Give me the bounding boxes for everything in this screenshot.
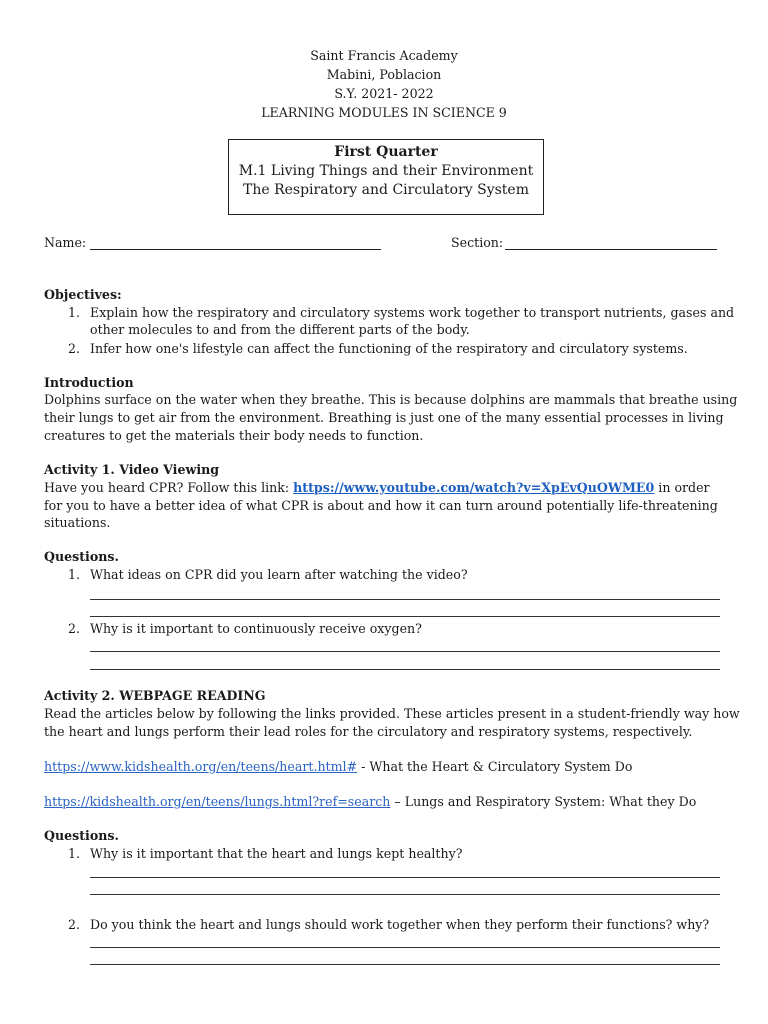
quarter-label: First Quarter bbox=[334, 144, 438, 160]
answer-line[interactable] bbox=[90, 669, 720, 670]
question-text: Do you think the heart and lungs should work together when they perform their functions? why? bbox=[90, 917, 710, 932]
answer-line[interactable] bbox=[90, 894, 720, 895]
activity2-text: the heart and lungs perform their lead roles for the circulatory and respiratory systems, respectively. bbox=[44, 724, 693, 739]
introduction-line: Dolphins surface on the water when they breathe. This is because dolphins are mammals that breathe using bbox=[44, 392, 738, 407]
question-text: Why is it important that the heart and lungs kept healthy? bbox=[90, 846, 463, 861]
lungs-article-description: – Lungs and Respiratory System: What they Do bbox=[390, 794, 697, 809]
youtube-link[interactable]: https://www.youtube.com/watch?v=XpEvQuOWME0 bbox=[293, 480, 655, 495]
question-text: Why is it important to continuously receive oxygen? bbox=[90, 621, 422, 636]
question-number: 1. bbox=[68, 846, 81, 861]
objective-number: 1. bbox=[68, 305, 81, 320]
name-field[interactable] bbox=[90, 249, 381, 250]
school-address: Mabini, Poblacion bbox=[326, 67, 442, 82]
activity2-text: Read the articles below by following the links provided. These articles present in a student-friendly way how bbox=[44, 706, 740, 721]
activity1-heading: Activity 1. Video Viewing bbox=[44, 462, 220, 477]
module-name: M.1 Living Things and their Environment bbox=[238, 163, 534, 179]
activity1-text: for you to have a better idea of what CPR is about and how it can turn around potentially life-threatening bbox=[44, 498, 718, 513]
activity1-instructions bbox=[44, 480, 710, 495]
activity1-text: Have you heard CPR? Follow this link: bbox=[44, 480, 294, 495]
activity2-heading: Activity 2. WEBPAGE READING bbox=[44, 688, 266, 703]
name-label: Name: bbox=[44, 235, 87, 250]
answer-line[interactable] bbox=[90, 877, 720, 878]
lungs-article-line bbox=[44, 794, 696, 809]
objective-text-continued: other molecules to and from the different parts of the body. bbox=[90, 322, 470, 337]
answer-line[interactable] bbox=[90, 964, 720, 965]
school-name: Saint Francis Academy bbox=[310, 48, 458, 63]
lungs-article-link[interactable]: https://kidshealth.org/en/teens/lungs.html?ref=search bbox=[44, 794, 391, 809]
title-box bbox=[228, 139, 544, 215]
answer-line[interactable] bbox=[90, 616, 720, 617]
objectives-heading: Objectives: bbox=[44, 287, 122, 302]
introduction-line: creatures to get the materials their body needs to function. bbox=[44, 428, 424, 443]
answer-line[interactable] bbox=[90, 599, 720, 600]
question-number: 2. bbox=[68, 621, 81, 636]
question-number: 1. bbox=[68, 567, 81, 582]
question-text: What ideas on CPR did you learn after watching the video? bbox=[90, 567, 468, 582]
section-label: Section: bbox=[451, 235, 504, 250]
heart-article-line bbox=[44, 759, 632, 774]
module-topic: The Respiratory and Circulatory System bbox=[242, 182, 529, 198]
questions-heading: Questions. bbox=[44, 828, 119, 843]
module-title: LEARNING MODULES IN SCIENCE 9 bbox=[261, 105, 507, 120]
answer-line[interactable] bbox=[90, 651, 720, 652]
activity1-text: situations. bbox=[44, 515, 111, 530]
introduction-line: their lungs to get air from the environment. Breathing is just one of the many essential processes in living bbox=[44, 410, 724, 425]
heart-article-link[interactable]: https://www.kidshealth.org/en/teens/heart.html# bbox=[44, 759, 358, 774]
answer-line[interactable] bbox=[90, 947, 720, 948]
questions-heading: Questions. bbox=[44, 549, 119, 564]
question-number: 2. bbox=[68, 917, 81, 932]
school-year: S.Y. 2021- 2022 bbox=[334, 86, 434, 101]
objective-text: Infer how one's lifestyle can affect the functioning of the respiratory and circulatory systems. bbox=[90, 341, 688, 356]
objective-text: Explain how the respiratory and circulatory systems work together to transport nutrients, gases and bbox=[90, 305, 735, 320]
heart-article-description: - What the Heart & Circulatory System Do bbox=[357, 759, 633, 774]
section-field[interactable] bbox=[505, 249, 717, 250]
objective-number: 2. bbox=[68, 341, 81, 356]
activity1-text: in order bbox=[654, 480, 710, 495]
introduction-heading: Introduction bbox=[44, 375, 134, 390]
